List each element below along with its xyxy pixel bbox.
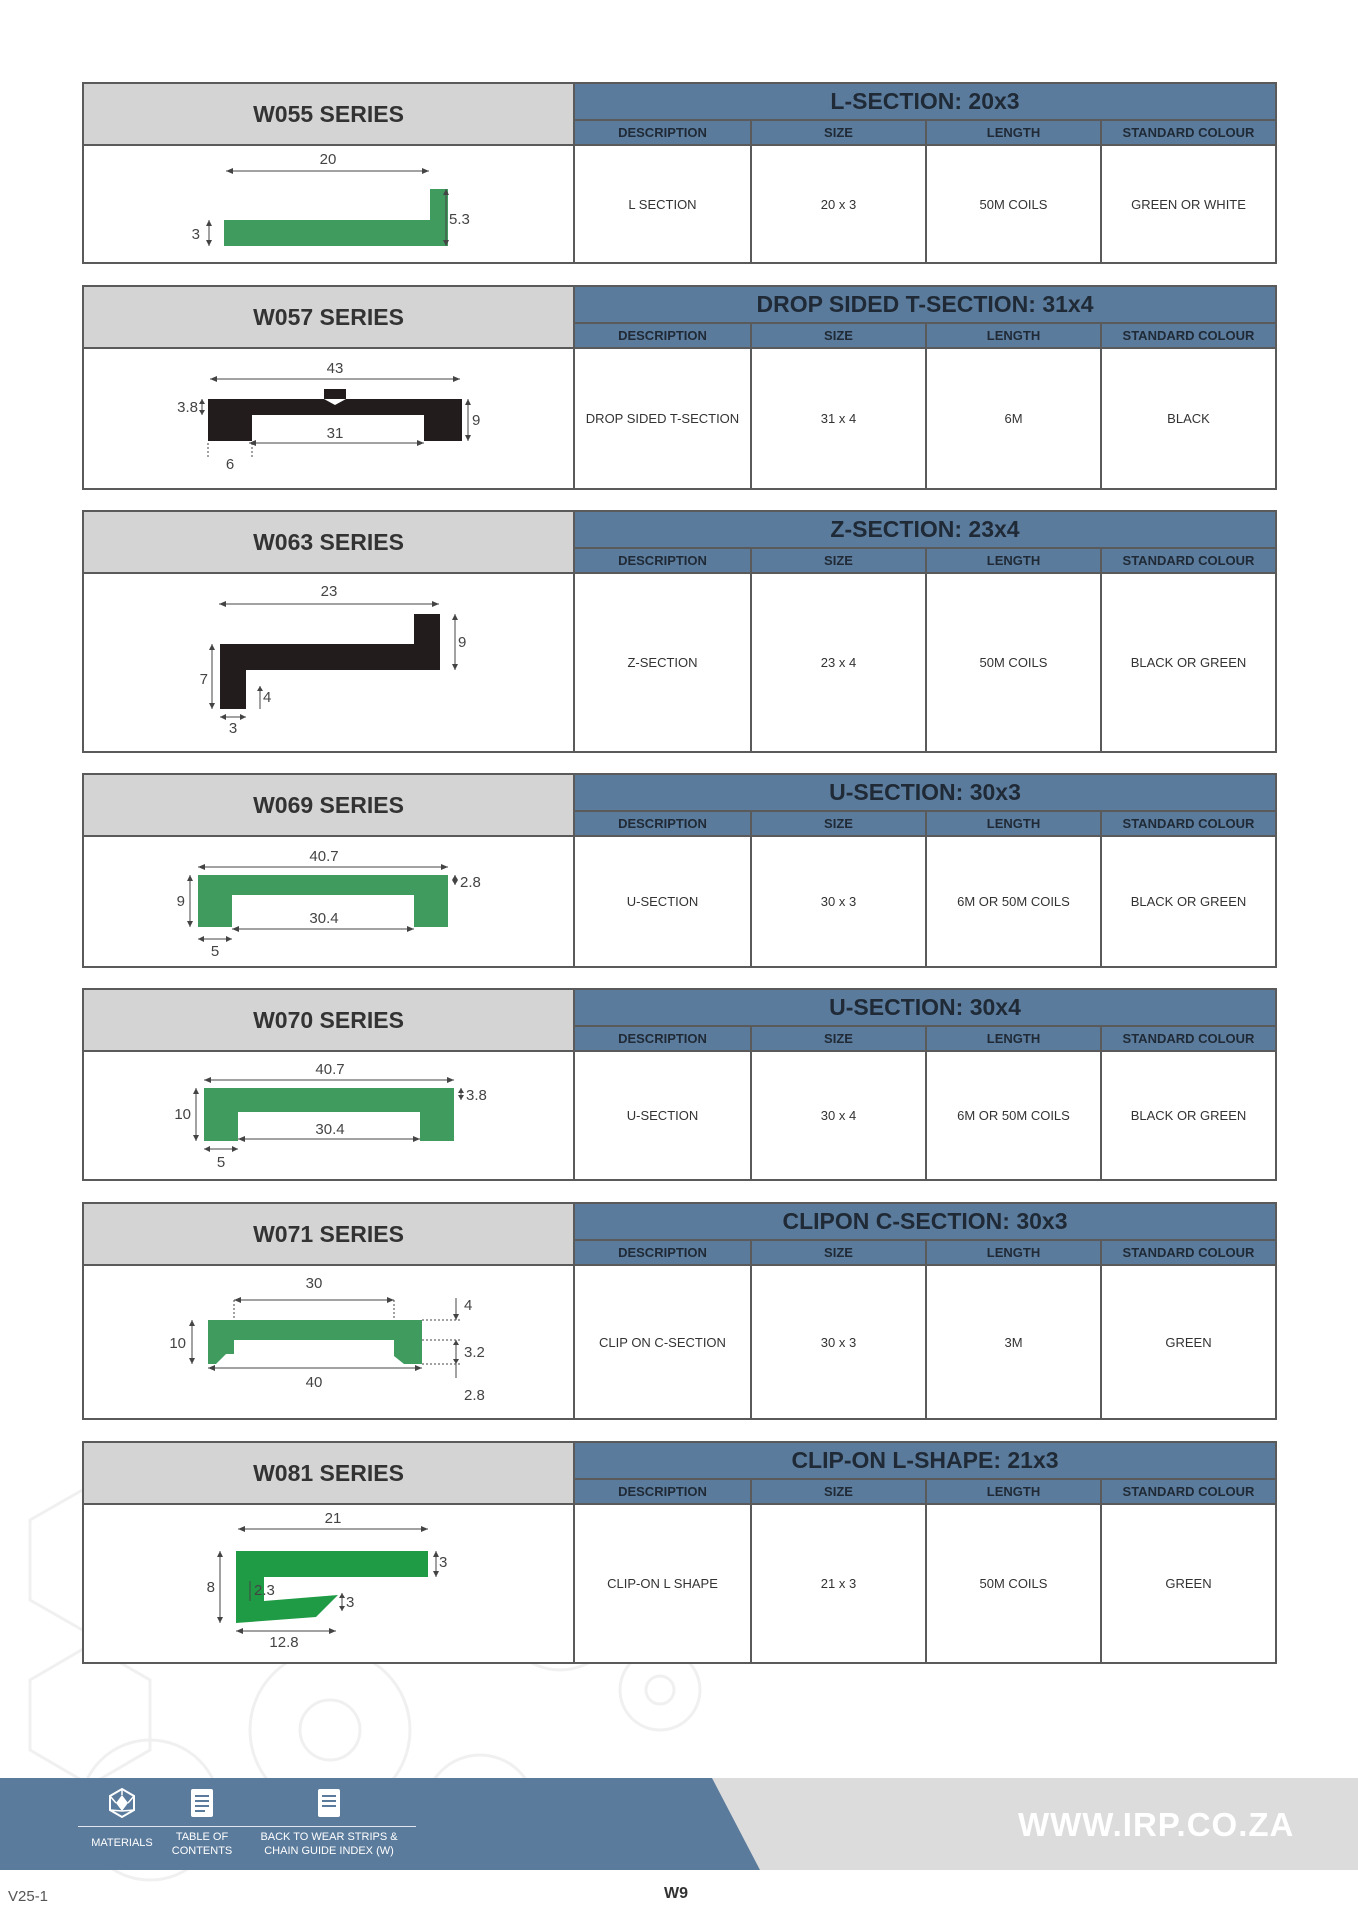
- value-colour: BLACK OR GREEN: [1100, 1052, 1275, 1179]
- column-header-colour: STANDARD COLOUR: [1100, 324, 1275, 347]
- value-size: 21 x 3: [750, 1505, 925, 1662]
- page-number: W9: [664, 1885, 688, 1902]
- value-colour: BLACK OR GREEN: [1100, 837, 1275, 966]
- value-description: DROP SIDED T-SECTION: [585, 411, 740, 426]
- product-header: [575, 990, 1275, 1052]
- column-header-size: SIZE: [750, 1480, 925, 1503]
- dim-thickness: 3.8: [466, 1087, 487, 1104]
- column-header-colour: STANDARD COLOUR: [1100, 812, 1275, 835]
- product-header: [575, 84, 1275, 146]
- profile-drawing: [84, 146, 575, 262]
- dim-height: 9: [176, 893, 185, 910]
- website-link[interactable]: WWW.IRP.CO.ZA: [1018, 1806, 1295, 1843]
- dim-lip: 3: [346, 1594, 355, 1611]
- value-length: 6M: [925, 349, 1100, 488]
- value-size: 30 x 4: [750, 1052, 925, 1179]
- value-size: 23 x 4: [750, 574, 925, 751]
- value-description: Z-SECTION: [627, 655, 698, 670]
- column-header-size: SIZE: [750, 1027, 925, 1050]
- value-colour: GREEN: [1100, 1266, 1275, 1418]
- section-title: CLIP-ON L-SHAPE: 21x3: [575, 1443, 1275, 1480]
- section-title: CLIPON C-SECTION: 30x3: [575, 1204, 1275, 1241]
- document-icon: [187, 1786, 217, 1820]
- column-header-colour: STANDARD COLOUR: [1100, 1480, 1275, 1503]
- series-block-w070: [82, 988, 1277, 1181]
- dim-top-width: 30: [305, 1275, 323, 1292]
- z-section-profile: [220, 614, 440, 709]
- value-size: 20 x 3: [750, 146, 925, 262]
- value-size: 30 x 3: [750, 1266, 925, 1418]
- dim-height: 10: [174, 1106, 191, 1123]
- dim-bottom-width: 40: [305, 1374, 323, 1391]
- materials-link[interactable]: [86, 1786, 158, 1850]
- back-label-line1: BACK TO WEAR STRIPS &: [260, 1831, 398, 1843]
- series-name: W081 SERIES: [84, 1443, 575, 1505]
- product-values: [575, 837, 1275, 966]
- dim-top-thickness: 3: [439, 1554, 448, 1571]
- series-name: W071 SERIES: [84, 1204, 575, 1266]
- column-headers: [575, 1480, 1275, 1503]
- product-header: [575, 775, 1275, 837]
- column-header-size: SIZE: [750, 812, 925, 835]
- series-name: W070 SERIES: [84, 990, 575, 1052]
- document-icon: [314, 1786, 344, 1820]
- product-header: [575, 1443, 1275, 1505]
- value-description: CLIP-ON L SHAPE: [607, 1576, 718, 1591]
- dim-height: 5.3: [449, 211, 470, 228]
- column-header-description: DESCRIPTION: [618, 1245, 707, 1260]
- product-header: [575, 1204, 1275, 1266]
- product-values: [575, 146, 1275, 262]
- dim-thickness: 4: [263, 689, 272, 706]
- value-length: 50M COILS: [925, 574, 1100, 751]
- column-header-description: DESCRIPTION: [618, 328, 707, 343]
- footer-divider: [78, 1826, 416, 1827]
- series-name: W069 SERIES: [84, 775, 575, 837]
- column-headers: [575, 549, 1275, 572]
- value-length: 6M OR 50M COILS: [925, 837, 1100, 966]
- value-description: L SECTION: [628, 196, 697, 212]
- value-size: 31 x 4: [750, 349, 925, 488]
- column-header-description: DESCRIPTION: [618, 125, 707, 140]
- dim-gap: 30.4: [309, 910, 339, 927]
- series-block-w069: [82, 773, 1277, 968]
- value-length: 50M COILS: [925, 146, 1100, 262]
- dim-gap: 31: [326, 425, 344, 442]
- profile-drawing: [84, 349, 575, 488]
- column-header-size: SIZE: [750, 324, 925, 347]
- toc-label-line2: CONTENTS: [171, 1845, 233, 1857]
- column-headers: [575, 324, 1275, 347]
- column-header-length: LENGTH: [925, 121, 1100, 144]
- column-header-description: DESCRIPTION: [618, 1031, 707, 1046]
- column-headers: [575, 1027, 1275, 1050]
- back-label-line2: CHAIN GUIDE INDEX (W): [264, 1845, 394, 1857]
- dim-width: 40.7: [315, 1061, 345, 1078]
- column-header-length: LENGTH: [925, 1480, 1100, 1503]
- back-to-index-link[interactable]: [254, 1786, 404, 1858]
- section-title: L-SECTION: 20x3: [575, 84, 1275, 121]
- dim-left-height: 7: [199, 671, 208, 688]
- dim-width: 23: [320, 583, 338, 600]
- column-header-length: LENGTH: [925, 324, 1100, 347]
- column-header-description: DESCRIPTION: [618, 553, 707, 568]
- section-title: U-SECTION: 30x4: [575, 990, 1275, 1027]
- profile-drawing: [84, 837, 575, 966]
- dim-foot: 6: [225, 456, 235, 473]
- column-headers: [575, 1241, 1275, 1264]
- section-title: Z-SECTION: 23x4: [575, 512, 1275, 549]
- value-length: 50M COILS: [925, 1505, 1100, 1662]
- product-values: [575, 1052, 1275, 1179]
- dim-flange: 3.8: [177, 399, 198, 416]
- materials-icon: [107, 1786, 137, 1820]
- series-name: W063 SERIES: [84, 512, 575, 574]
- profile-drawing: [84, 574, 575, 751]
- profile-drawing: [84, 1266, 575, 1418]
- value-colour: BLACK: [1100, 349, 1275, 488]
- column-header-colour: STANDARD COLOUR: [1100, 549, 1275, 572]
- column-header-length: LENGTH: [925, 1027, 1100, 1050]
- dim-height: 10: [169, 1335, 186, 1352]
- dim-top-thickness: 4: [464, 1297, 473, 1314]
- dim-right-height: 9: [458, 634, 467, 651]
- column-headers: [575, 812, 1275, 835]
- series-block-w071: [82, 1202, 1277, 1420]
- product-values: [575, 349, 1275, 488]
- dim-thickness: 3: [191, 226, 200, 243]
- product-header: [575, 512, 1275, 574]
- value-description: U-SECTION: [626, 1108, 699, 1123]
- dim-thickness: 2.8: [460, 874, 481, 891]
- column-header-description: DESCRIPTION: [618, 1484, 707, 1499]
- series-block-w081: [82, 1441, 1277, 1664]
- dim-lip: 2.8: [464, 1387, 485, 1404]
- dim-foot: 3: [228, 720, 238, 737]
- dim-width: 21: [324, 1510, 342, 1527]
- series-block-w057: [82, 285, 1277, 490]
- toc-label-line1: TABLE OF: [175, 1831, 229, 1843]
- column-header-size: SIZE: [750, 1241, 925, 1264]
- column-header-length: LENGTH: [925, 1241, 1100, 1264]
- dim-foot: 5: [216, 1154, 226, 1171]
- value-colour: GREEN: [1100, 1505, 1275, 1662]
- dim-gap: 30.4: [315, 1121, 345, 1138]
- dim-width: 40.7: [309, 848, 339, 865]
- column-header-size: SIZE: [750, 121, 925, 144]
- product-values: [575, 574, 1275, 751]
- column-header-colour: STANDARD COLOUR: [1100, 1027, 1275, 1050]
- value-length: 3M: [925, 1266, 1100, 1418]
- dim-middle: 3.2: [464, 1344, 485, 1361]
- series-block-w055: [82, 82, 1277, 264]
- profile-drawing: [84, 1505, 575, 1662]
- product-values: [575, 1505, 1275, 1662]
- table-of-contents-link[interactable]: [166, 1786, 238, 1858]
- dim-bottom-width: 12.8: [269, 1634, 299, 1651]
- column-header-length: LENGTH: [925, 549, 1100, 572]
- value-colour: GREEN OR WHITE: [1100, 146, 1275, 262]
- dim-height: 8: [206, 1579, 215, 1596]
- dim-height: 9: [472, 412, 481, 429]
- section-title: U-SECTION: 30x3: [575, 775, 1275, 812]
- series-block-w063: [82, 510, 1277, 753]
- value-length: 6M OR 50M COILS: [925, 1052, 1100, 1179]
- product-header: [575, 287, 1275, 349]
- profile-drawing: [84, 1052, 575, 1179]
- product-values: [575, 1266, 1275, 1418]
- dim-inner: 2.3: [254, 1582, 275, 1599]
- series-name: W057 SERIES: [84, 287, 575, 349]
- column-headers: [575, 121, 1275, 144]
- value-description: U-SECTION: [626, 894, 699, 909]
- column-header-description: DESCRIPTION: [618, 816, 707, 831]
- section-title: DROP SIDED T-SECTION: 31x4: [575, 287, 1275, 324]
- column-header-colour: STANDARD COLOUR: [1100, 1241, 1275, 1264]
- dim-width: 43: [326, 360, 344, 377]
- c-section-profile: [208, 1320, 422, 1348]
- value-description: CLIP ON C-SECTION: [599, 1334, 726, 1350]
- l-section-profile: [224, 189, 448, 246]
- column-header-size: SIZE: [750, 549, 925, 572]
- value-size: 30 x 3: [750, 837, 925, 966]
- dim-width: 20: [319, 151, 337, 168]
- column-header-length: LENGTH: [925, 812, 1100, 835]
- dim-foot: 5: [210, 943, 220, 960]
- column-header-colour: STANDARD COLOUR: [1100, 121, 1275, 144]
- value-colour: BLACK OR GREEN: [1100, 574, 1275, 751]
- version-label: V25-1: [8, 1888, 49, 1905]
- materials-label: MATERIALS: [91, 1837, 153, 1849]
- series-name: W055 SERIES: [84, 84, 575, 146]
